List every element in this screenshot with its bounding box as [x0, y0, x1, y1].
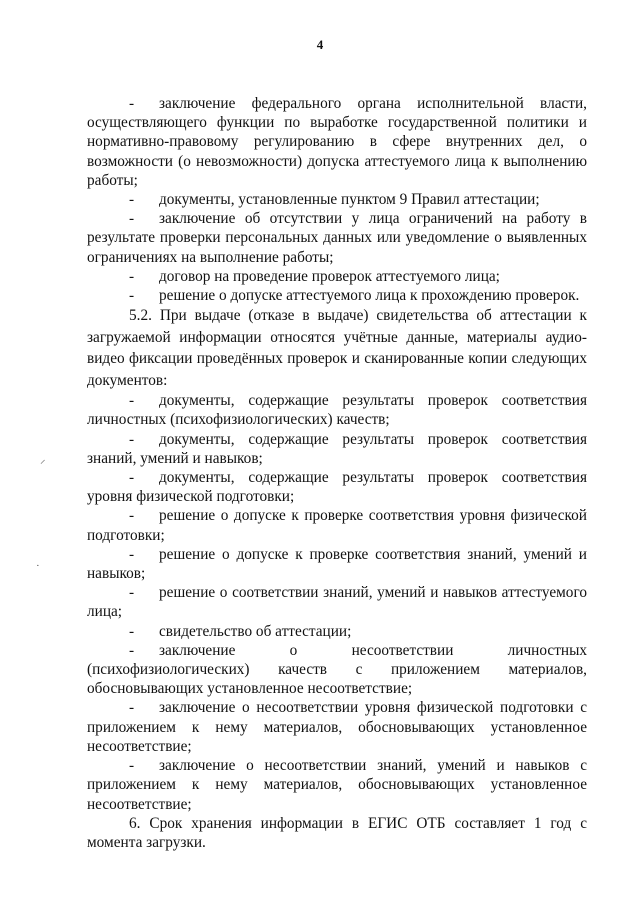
list-item [87, 94, 587, 190]
list-dash: - [129, 641, 135, 659]
list-item-text: решение о допуске к проверке соответствия уровня физической подготовки; [87, 507, 587, 544]
list-item [87, 756, 587, 814]
list-dash: - [129, 584, 135, 602]
margin-mark: ⸝ [40, 454, 46, 466]
list-item-text: документы, установленные пунктом 9 Правил аттестации; [159, 191, 540, 209]
section-paragraph: 6. Срок хранения информации в ЕГИС ОТБ составляет 1 год с момента загрузки. [87, 814, 587, 851]
list-item [87, 286, 587, 305]
list-dash: - [129, 287, 135, 305]
list-dash: - [129, 430, 135, 448]
page-number: 4 [316, 37, 324, 52]
list-item-text: документы, содержащие результаты проверок соответствия уровня физической подготовки; [87, 469, 587, 506]
section-paragraph: 5.2. При выдаче (отказе в выдаче) свидетельства об аттестации к загружаемой информации относятся учётные данные, материалы аудио-видео фиксации проведённых проверок и сканированные копии следующих документов: [87, 307, 587, 389]
list-item-text: заключение о несоответствии уровня физической подготовки с приложением к нему материалов, обосновывающих установленное несоответствие; [87, 699, 587, 755]
document-body [87, 94, 587, 852]
list-item [87, 190, 587, 209]
list-dash: - [129, 699, 135, 717]
list-item [87, 622, 587, 641]
list-dash: - [129, 267, 135, 285]
list-item-text: документы, содержащие результаты проверок соответствия личностных (психофизиологических) качеств; [87, 392, 587, 429]
margin-mark: · [36, 560, 40, 572]
list-dash: - [129, 545, 135, 563]
list-dash: - [129, 757, 135, 775]
list-dash: - [129, 622, 135, 640]
list-item [87, 545, 587, 583]
list-item [87, 583, 587, 621]
list-item [87, 267, 587, 286]
list-dash: - [129, 210, 135, 228]
list-item-text: заключение о несоответствии личностных (психофизиологических) качеств с приложением материалов, обосновывающих установленное несоответствие; [87, 641, 587, 698]
list-item-text: решение о допуске к проверке соответствия знаний, умений и навыков; [87, 545, 587, 583]
list-item-text: документы, содержащие результаты проверок соответствия знаний, умений и навыков; [87, 430, 587, 467]
list-dash: - [129, 507, 135, 525]
list-item [87, 641, 587, 699]
list-dash: - [129, 191, 135, 209]
list-item [87, 209, 587, 267]
list-item-text: договор на проведение проверок аттестуемого лица; [159, 267, 500, 285]
list-item-text: заключение о несоответствии знаний, умений и навыков с приложением к нему материалов, обосновывающих установленное несоответствие; [87, 757, 587, 813]
list-item-text: решение о соответствии знаний, умений и навыков аттестуемого лица; [87, 584, 587, 621]
list-dash: - [129, 95, 135, 112]
list-item [87, 698, 587, 756]
list-item-text: решение о допуске аттестуемого лица к прохождению проверок. [159, 287, 580, 305]
list-dash: - [129, 469, 135, 487]
list-item [87, 391, 587, 429]
list-item [87, 506, 587, 544]
list-dash: - [129, 392, 135, 410]
list-item [87, 468, 587, 506]
list-item-text: заключение об отсутствии у лица ограничений на работу в результате проверки персональных данных или уведомление о выявленных ограничениях на выполнение работы; [87, 210, 587, 266]
list-item-text: свидетельство об аттестации; [159, 622, 352, 640]
list-item [87, 430, 587, 468]
list-item-text: заключение федерального органа исполнительной власти, осуществляющего функции по выработке государственной политики и нормативно-правовому регулированию в сфере внутренних дел, о возможности (о невозможности) допуска аттестуемого лица к выполнению работы; [87, 95, 587, 189]
